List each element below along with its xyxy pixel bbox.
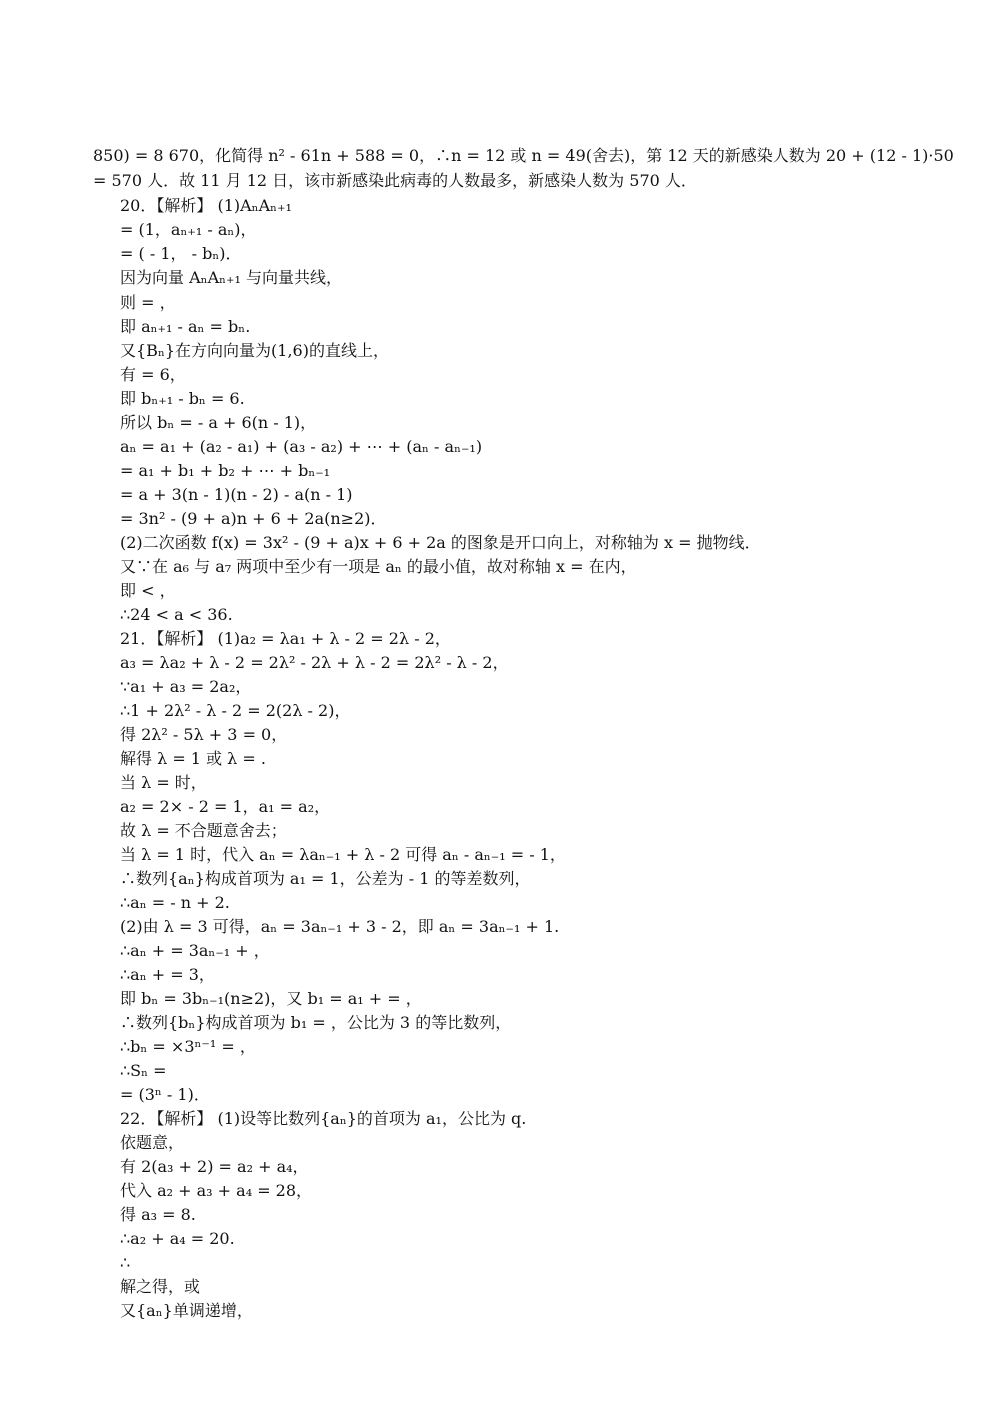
text-line: ∴24 < a < 36. (120, 605, 233, 624)
text-line: ∵a₁ + a₃ = 2a₂， (120, 677, 252, 696)
text-line: 22．【解析】 (1)设等比数列{aₙ}的首项为 a₁，公比为 q. (120, 1109, 527, 1128)
text-line: ∴aₙ + = 3aₙ₋₁ + ， (120, 941, 270, 960)
text-line: 得 a₃ = 8. (120, 1205, 196, 1224)
text-line: 解得 λ = 1 或 λ = . (120, 749, 266, 768)
text-line: ∴aₙ = - n + 2. (120, 893, 230, 912)
text-line: = ( - 1， - bₙ)． (120, 244, 242, 263)
text-line: 即 aₙ₊₁ - aₙ = bₙ. (120, 317, 251, 336)
text-line: = (3ⁿ - 1)． (120, 1085, 210, 1104)
text-line: = a₁ + b₁ + b₂ + ⋯ + bₙ₋₁ (120, 461, 331, 480)
text-line: a₃ = λa₂ + λ - 2 = 2λ² - 2λ + λ - 2 = 2λ² - λ - 2， (120, 653, 509, 672)
text-line: 即 bₙ = 3bₙ₋₁(n≥2)，又 b₁ = a₁ + = ， (120, 989, 422, 1008)
text-line: 得 2λ² - 5λ + 3 = 0， (120, 725, 288, 744)
text-line: ∴数列{aₙ}构成首项为 a₁ = 1，公差为 - 1 的等差数列， (120, 869, 531, 888)
text-line: 20．【解析】 (1)AₙAₙ₊₁ (120, 196, 292, 215)
text-line: 即 bₙ₊₁ - bₙ = 6. (120, 389, 245, 408)
text-line: = (1，aₙ₊₁ - aₙ)， (120, 220, 257, 239)
text-line: 依题意， (120, 1133, 185, 1152)
text-line: 有 = 6， (120, 365, 186, 384)
text-line: 故 λ = 不合题意舍去； (120, 821, 287, 840)
text-line: 代入 a₂ + a₃ + a₄ = 28， (120, 1181, 313, 1200)
text-line: ∴Sₙ = (120, 1061, 167, 1080)
text-line: aₙ = a₁ + (a₂ - a₁) + (a₃ - a₂) + ⋯ + (aₙ - aₙ₋₁) (120, 437, 483, 456)
text-line: 所以 bₙ = - a + 6(n - 1)， (120, 413, 317, 432)
text-line: (2)由 λ = 3 可得，aₙ = 3aₙ₋₁ + 3 - 2，即 aₙ = 3aₙ₋₁ + 1. (120, 917, 560, 936)
text-line: 又∵在 a₆ 与 a₇ 两项中至少有一项是 aₙ 的最小值，故对称轴 x = 在内， (120, 557, 637, 576)
text-line: ∴1 + 2λ² - λ - 2 = 2(2λ - 2)， (120, 701, 351, 720)
text-line: 21．【解析】 (1)a₂ = λa₁ + λ - 2 = 2λ - 2， (120, 629, 451, 648)
text-line: 即 < ， (120, 581, 176, 600)
text-line: 又{Bₙ}在方向向量为(1,6)的直线上， (120, 341, 389, 360)
text-line: 因为向量 AₙAₙ₊₁ 与向量共线， (120, 268, 342, 287)
text-line: ∴a₂ + a₄ = 20. (120, 1229, 235, 1248)
text-line: ∴bₙ = ×3ⁿ⁻¹ = ， (120, 1037, 256, 1056)
text-line: = a + 3(n - 1)(n - 2) - a(n - 1) (120, 485, 353, 504)
text-line: 有 2(a₃ + 2) = a₂ + a₄， (120, 1157, 309, 1176)
text-line: 又{aₙ}单调递增， (120, 1301, 253, 1320)
text-line: 当 λ = 1 时，代入 aₙ = λaₙ₋₁ + λ - 2 可得 aₙ - aₙ₋₁ = - 1， (120, 845, 566, 864)
text-line: ∴数列{bₙ}构成首项为 b₁ = ，公比为 3 的等比数列， (120, 1013, 512, 1032)
text-line: = 570 人．故 11 月 12 日，该市新感染此病毒的人数最多，新感染人数为 570 人． (93, 171, 697, 190)
text-line: 则 = ， (120, 293, 176, 312)
text-line: 850) = 8 670，化简得 n² - 61n + 588 = 0，∴n = 12 或 n = 49(舍去)，第 12 天的新感染人数为 20 + (12 - 1)·50 (93, 146, 954, 165)
text-line: (2)二次函数 f(x) = 3x² - (9 + a)x + 6 + 2a 的图象是开口向上，对称轴为 x = 抛物线． (120, 533, 761, 552)
text-line: ∴aₙ + = 3， (120, 965, 215, 984)
text-line: a₂ = 2× - 2 = 1，a₁ = a₂， (120, 797, 331, 816)
text-line: 解之得，或 (120, 1277, 201, 1296)
text-line: 当 λ = 时， (120, 773, 207, 792)
text-line: ∴ (120, 1253, 131, 1272)
text-line: = 3n² - (9 + a)n + 6 + 2a(n≥2)． (120, 509, 387, 528)
